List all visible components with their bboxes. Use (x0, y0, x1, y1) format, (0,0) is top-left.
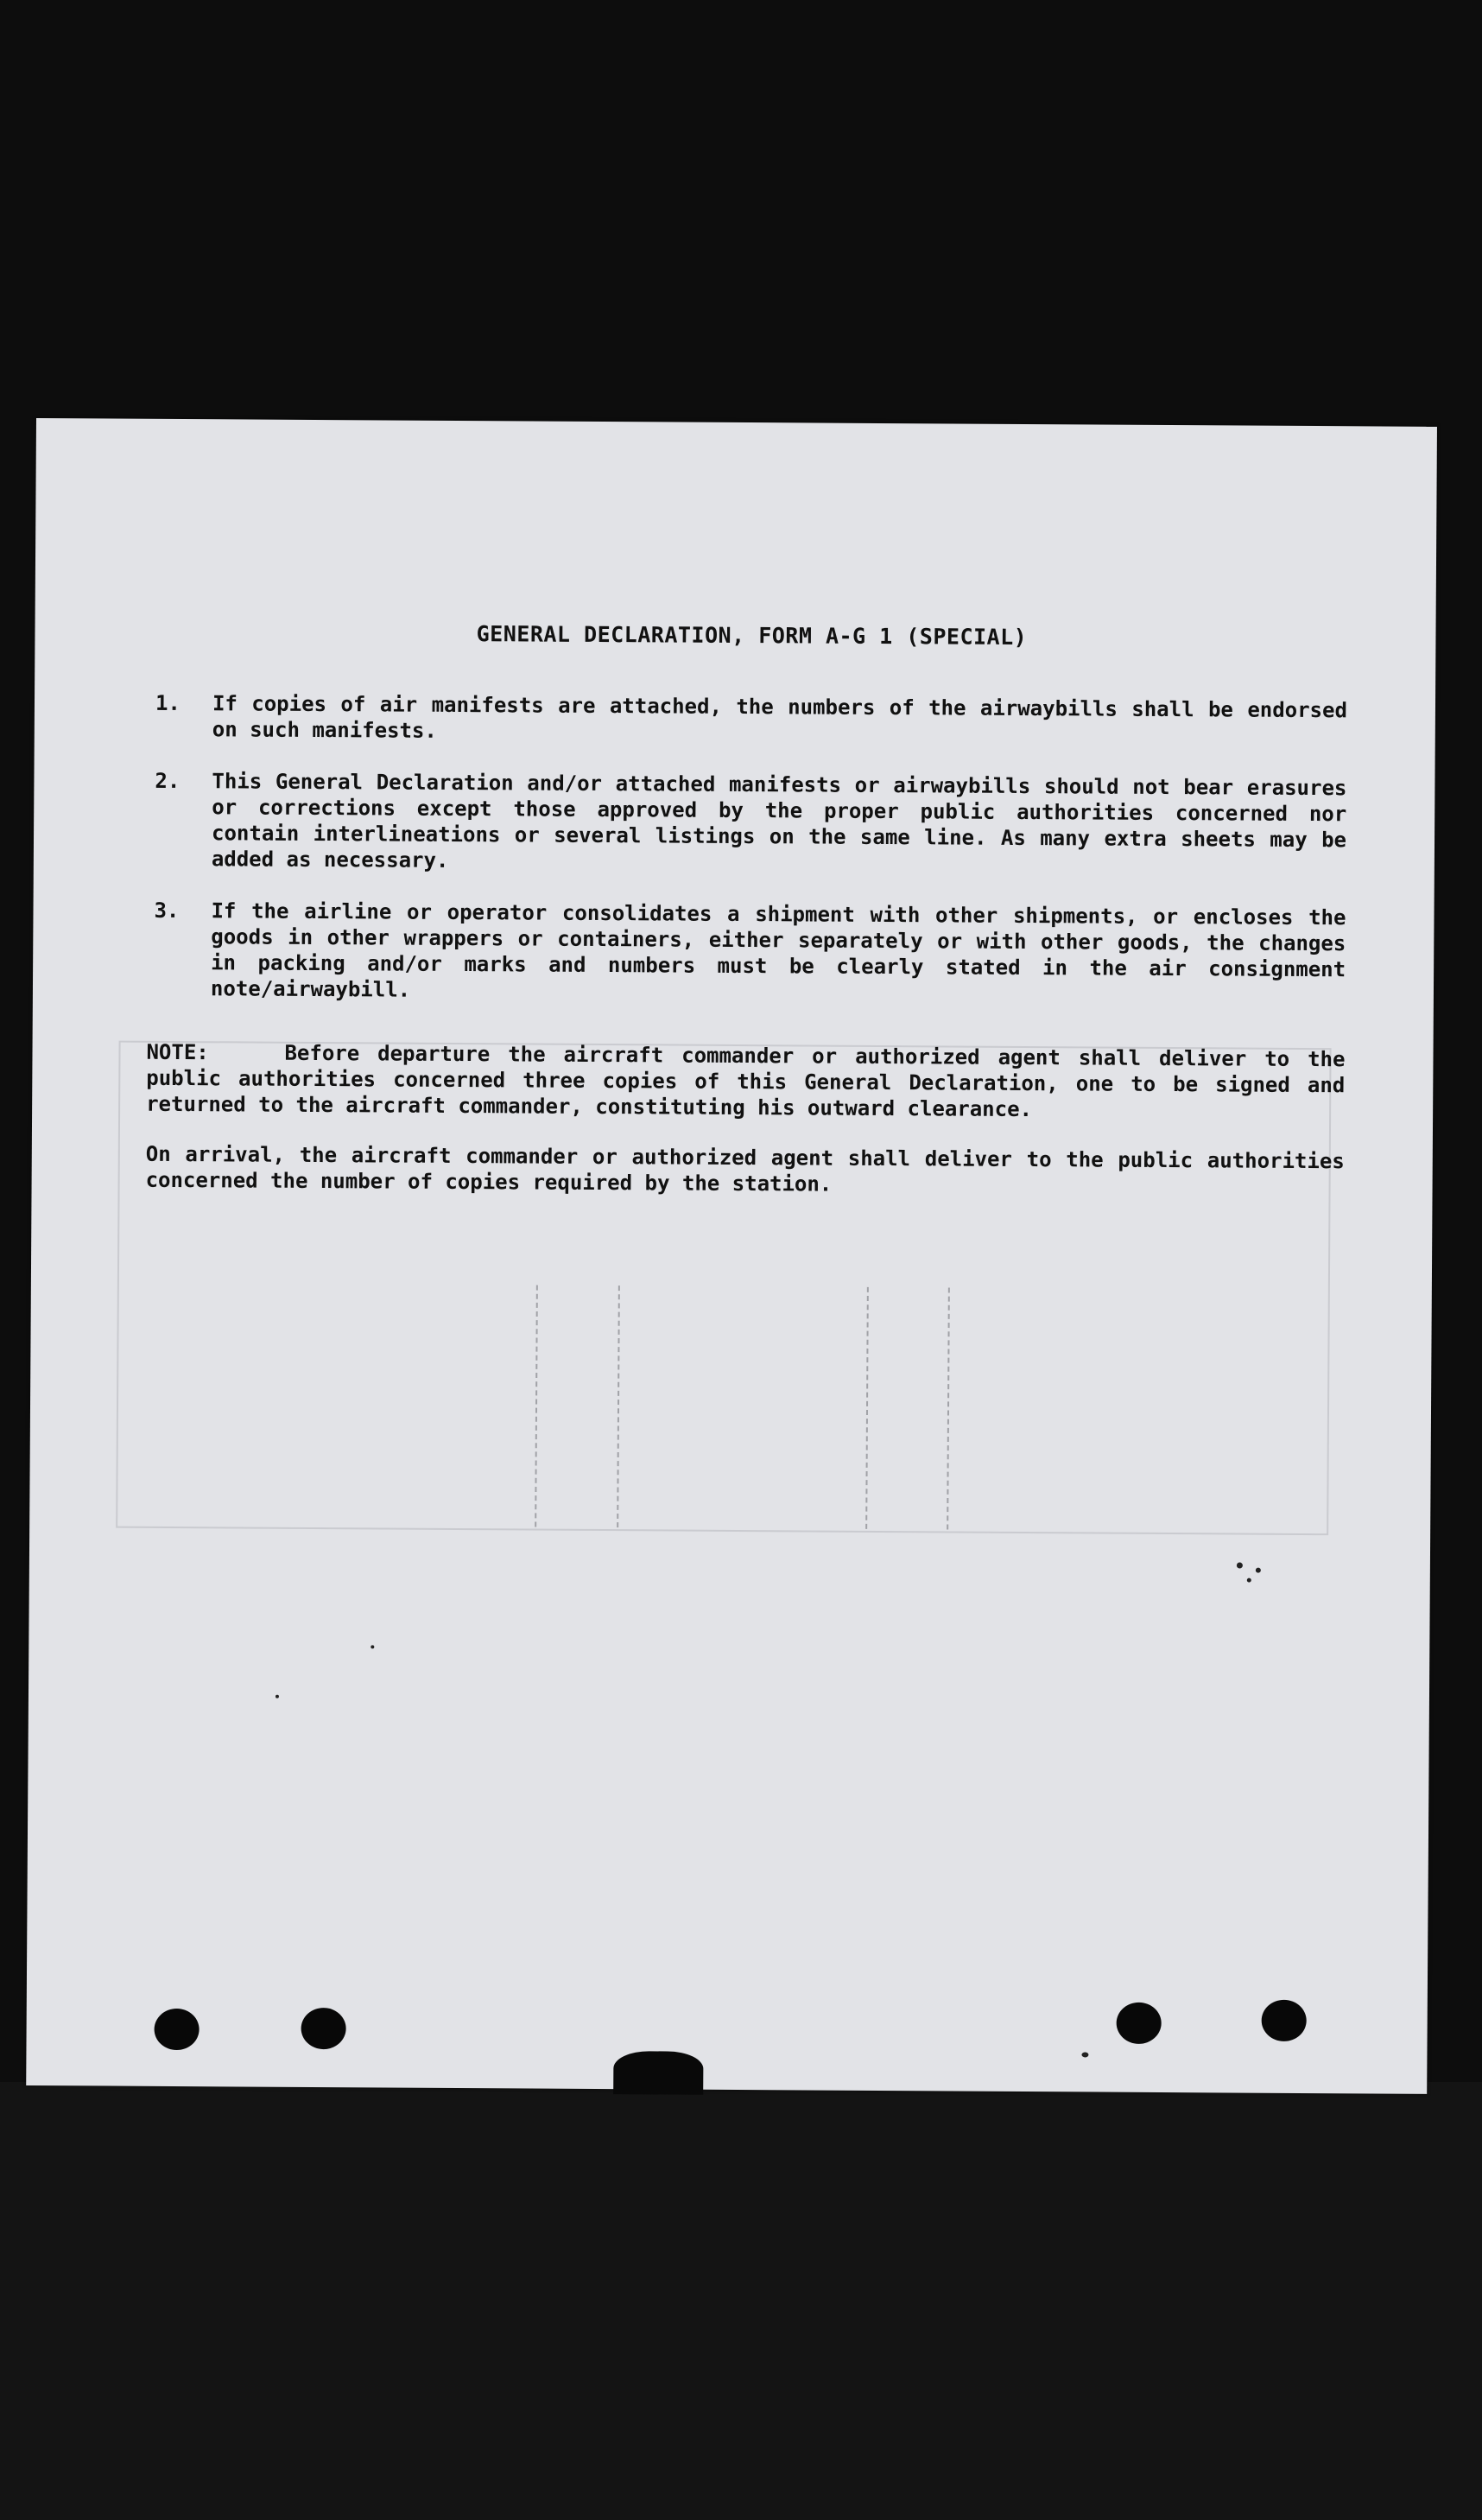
list-item (155, 768, 1347, 879)
item-number: 2. (155, 768, 180, 794)
punch-hole (154, 2009, 199, 2050)
item-text: This General Declaration and/or attached manifests or airwaybills should not bear erasures or corrections except those approved by the proper public authorities concerned nor contain interlineations or several listings on the same line. As many extra sheets may be added as necessary. (211, 769, 1347, 873)
item-number: 1. (155, 690, 180, 716)
punch-hole (1262, 2000, 1307, 2041)
speck (1256, 1568, 1261, 1573)
note-paragraph (146, 1039, 1346, 1124)
document-title: GENERAL DECLARATION, FORM A-G 1 (SPECIAL) (476, 621, 1028, 651)
item-number: 3. (154, 898, 180, 924)
speck (1237, 1563, 1243, 1569)
punch-hole (301, 2008, 345, 2049)
speck (1247, 1578, 1251, 1583)
arrival-paragraph: On arrival, the aircraft commander or authorized agent shall deliver to the public authorities concerned the number of copies required by the station. (145, 1141, 1345, 1197)
punch-hole (1117, 2003, 1162, 2044)
list-item (155, 690, 1347, 749)
speck (1081, 2052, 1088, 2057)
list-item (154, 898, 1346, 1008)
document-body (145, 619, 1348, 1224)
paper-tear (613, 2051, 703, 2095)
speck (370, 1645, 374, 1648)
note-text: Before departure the aircraft commander or authorized agent shall deliver to the public authorities concerned three copies of this General Declaration, one to be signed and returned to the aircraft commander, constituting his outward clearance. (146, 1040, 1346, 1122)
document-page (26, 418, 1437, 2094)
item-text: If the airline or operator consolidates a shipment with other shipments, or encloses the goods in other wrappers or containers, either separately or with other goods, the changes in packing and/or marks and numbers must be clearly stated in the air consignment note/airwaybill. (210, 898, 1346, 1002)
note-label: NOTE: (146, 1039, 209, 1065)
note-block (146, 1039, 1346, 1200)
item-text: If copies of air manifests are attached, the numbers of the airwaybills shall be endorsed on such manifests. (212, 691, 1348, 743)
speck (276, 1695, 279, 1698)
scanner-bed-bottom (0, 2082, 1482, 2520)
